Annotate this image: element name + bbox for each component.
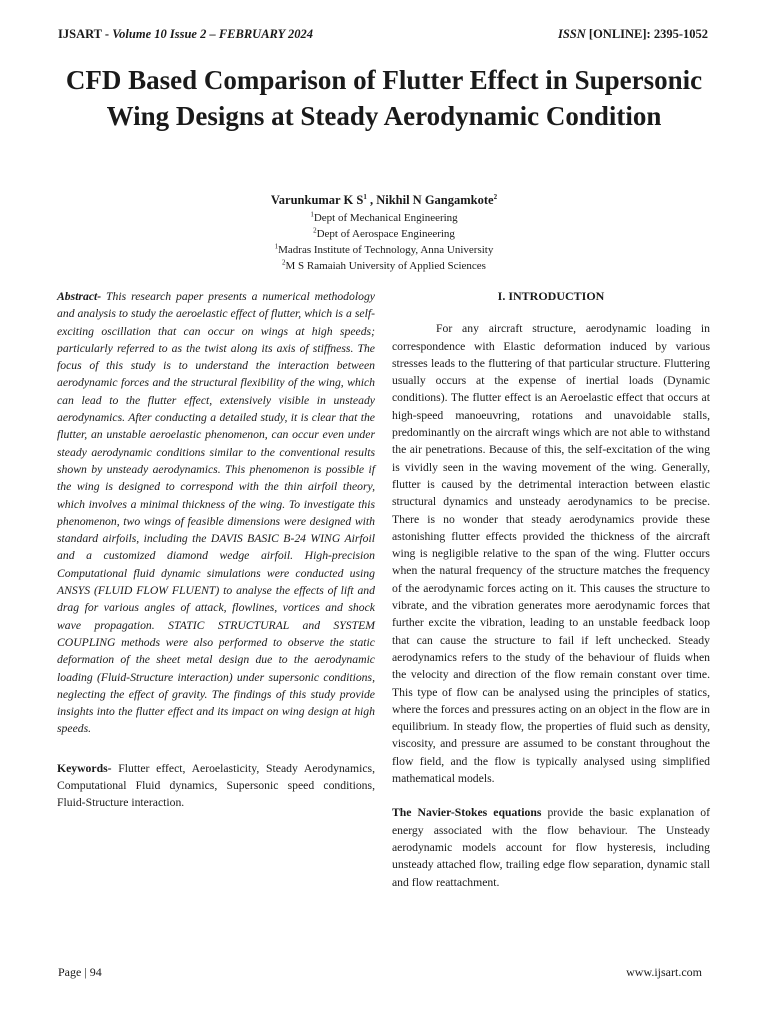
intro-paragraph-1: For any aircraft structure, aerodynamic loading in correspondence with Elastic deformation induced by various stresses leads to the fluttering of that particular structure. Fluttering usually occurs at the expense of inertial loads (Dynamic conditions). The flutter effect is an Aeroelastic effect that occurs at high-speed manoeuvring, rotations and unavoidable stalls, predominantly on the aircraft wings which are not able to withstand the air penetrations. Because of this, the self-excitation of the wing is vividly seen in the waving movement of the wing. Generally, flutter is caused by the detrimental interaction between elastic structural dynamics and unsteady aerodynamics to be precise. There is no wonder that steady aerodynamics provide these astonishing flutter effects provided the thickness of the aircraft wing is negligible relative to the span of the wing. Flutter occurs when the natural frequency of the structure matches the frequency of the aerodynamic forces acting on it. This causes the structure to vibrate, and the vibration generates more aerodynamic forces that further excite the vibration, leading to an unstable feedback loop that can cause the structure to fail if left unchecked. Steady aerodynamics refers to the study of the behaviour of fluids when the velocity and direction of the flow remain constant over time. This type of flow can be analysed using the principles of statics, where the forces and pressures acting on an object in the flow are in equilibrium. In steady flow, the properties of fluid such as density, viscosity, and pressure are assumed to be constant throughout the flow field, and the flow is typically analysed using simplified mathematical models.: [392, 322, 710, 786]
keywords-label: Keywords-: [57, 761, 112, 775]
affiliations: [60, 210, 708, 274]
page-footer: [58, 965, 702, 980]
issn-label: ISSN: [557, 27, 586, 41]
keywords-text: Flutter effect, Aeroelasticity, Steady Aerodynamics, Computational Fluid dynamics, Supersonic speed conditions, Fluid-Structure interaction.: [57, 761, 375, 810]
abstract-text: This research paper presents a numerical methodology and analysis to study the aeroelastic effect of flutter, which is a self-exciting oscillation that can occur on wings at high speeds; particularly referred to as the twist along its axis of stiffness. The focus of this study is to understand the interaction between aerodynamic forces and the structural flexibility of the wing, which can lead to the flutter effect, extensively visible in unsteady aerodynamics. After conducting a detailed study, it is clear that the flutter, an unstable aeroelastic phenomenon, can occur even under steady aerodynamic conditions similar to the conventional results shown by unsteady aerodynamics. This phenomenon is possible if the wing is designed to correspond with the thin airfoil theory, which involves a minimal thickness of the wing. To investigate this phenomenon, two wings of feasible dimensions were designed with standard airfoils, including the DAVIS BASIC B-24 WING Airfoil and a customized diamond wedge airfoil. High-precision Computational fluid dynamic simulations were conducted using ANSYS (FLUID FLOW FLUENT) to analyse the effects of lift and drag for various angles of attack, flowlines, vortices and shock wave propagation. STATIC STRUCTURAL and SYSTEM COUPLING methods were also performed to observe the static deformation of the sheet metal design due to the aerodynamic loading (Fluid-Structure interaction) under supersonic conditions, neglecting the effect of gravity. The findings of this study provide insights into the flutter effect and its impact on wing design at high speeds.: [57, 290, 375, 736]
right-column: [392, 288, 710, 891]
journal-info: IJSART - Volume 10 Issue 2 – FEBRUARY 2024: [58, 27, 313, 41]
paragraph-bold-lead: The Navier-Stokes equations: [392, 806, 542, 820]
affiliation: $^2$M S Ramaiah University of Applied Sciences: [282, 258, 486, 272]
issn-number: [ONLINE]: 2395-1052: [585, 27, 708, 41]
affiliation: $^1$Madras Institute of Technology, Anna University: [274, 242, 494, 256]
paper-title: CFD Based Comparison of Flutter Effect in Supersonic Wing Designs at Steady Aerodynamic Condition: [65, 65, 703, 131]
running-header: [58, 27, 708, 42]
website-link[interactable]: www.ijsart.com: [626, 965, 702, 979]
affiliation: $^1$Dept of Mechanical Engineering: [310, 210, 458, 224]
left-column: [57, 288, 375, 812]
author-2: Nikhil N Gangamkote: [376, 193, 494, 207]
keywords: [57, 760, 375, 812]
journal-name: IJSART: [58, 27, 102, 41]
affiliation: $^2$Dept of Aerospace Engineering: [313, 226, 455, 240]
abstract-label: Abstract-: [57, 290, 102, 303]
page-number: Page | 94: [58, 965, 102, 979]
issn-info: [558, 27, 708, 42]
journal-issue: Volume 10 Issue 2 – FEBRUARY 2024: [112, 27, 313, 41]
author-1: Varunkumar K S: [270, 193, 364, 207]
section-heading: I. INTRODUCTION: [497, 289, 605, 303]
abstract: [57, 288, 375, 738]
author-line: Varunkumar K $S^1$ , Nikhil N Gangamkote$^2$: [270, 192, 498, 207]
intro-paragraph-2: The Navier-Stokes equations provide the basic explanation of energy associated with the flow behaviour. The Unsteady aerodynamic models account for flow hysteresis, including unsteady attached flow, trailing edge flow separation, dynamic stall and flow reattachment.: [392, 806, 710, 889]
